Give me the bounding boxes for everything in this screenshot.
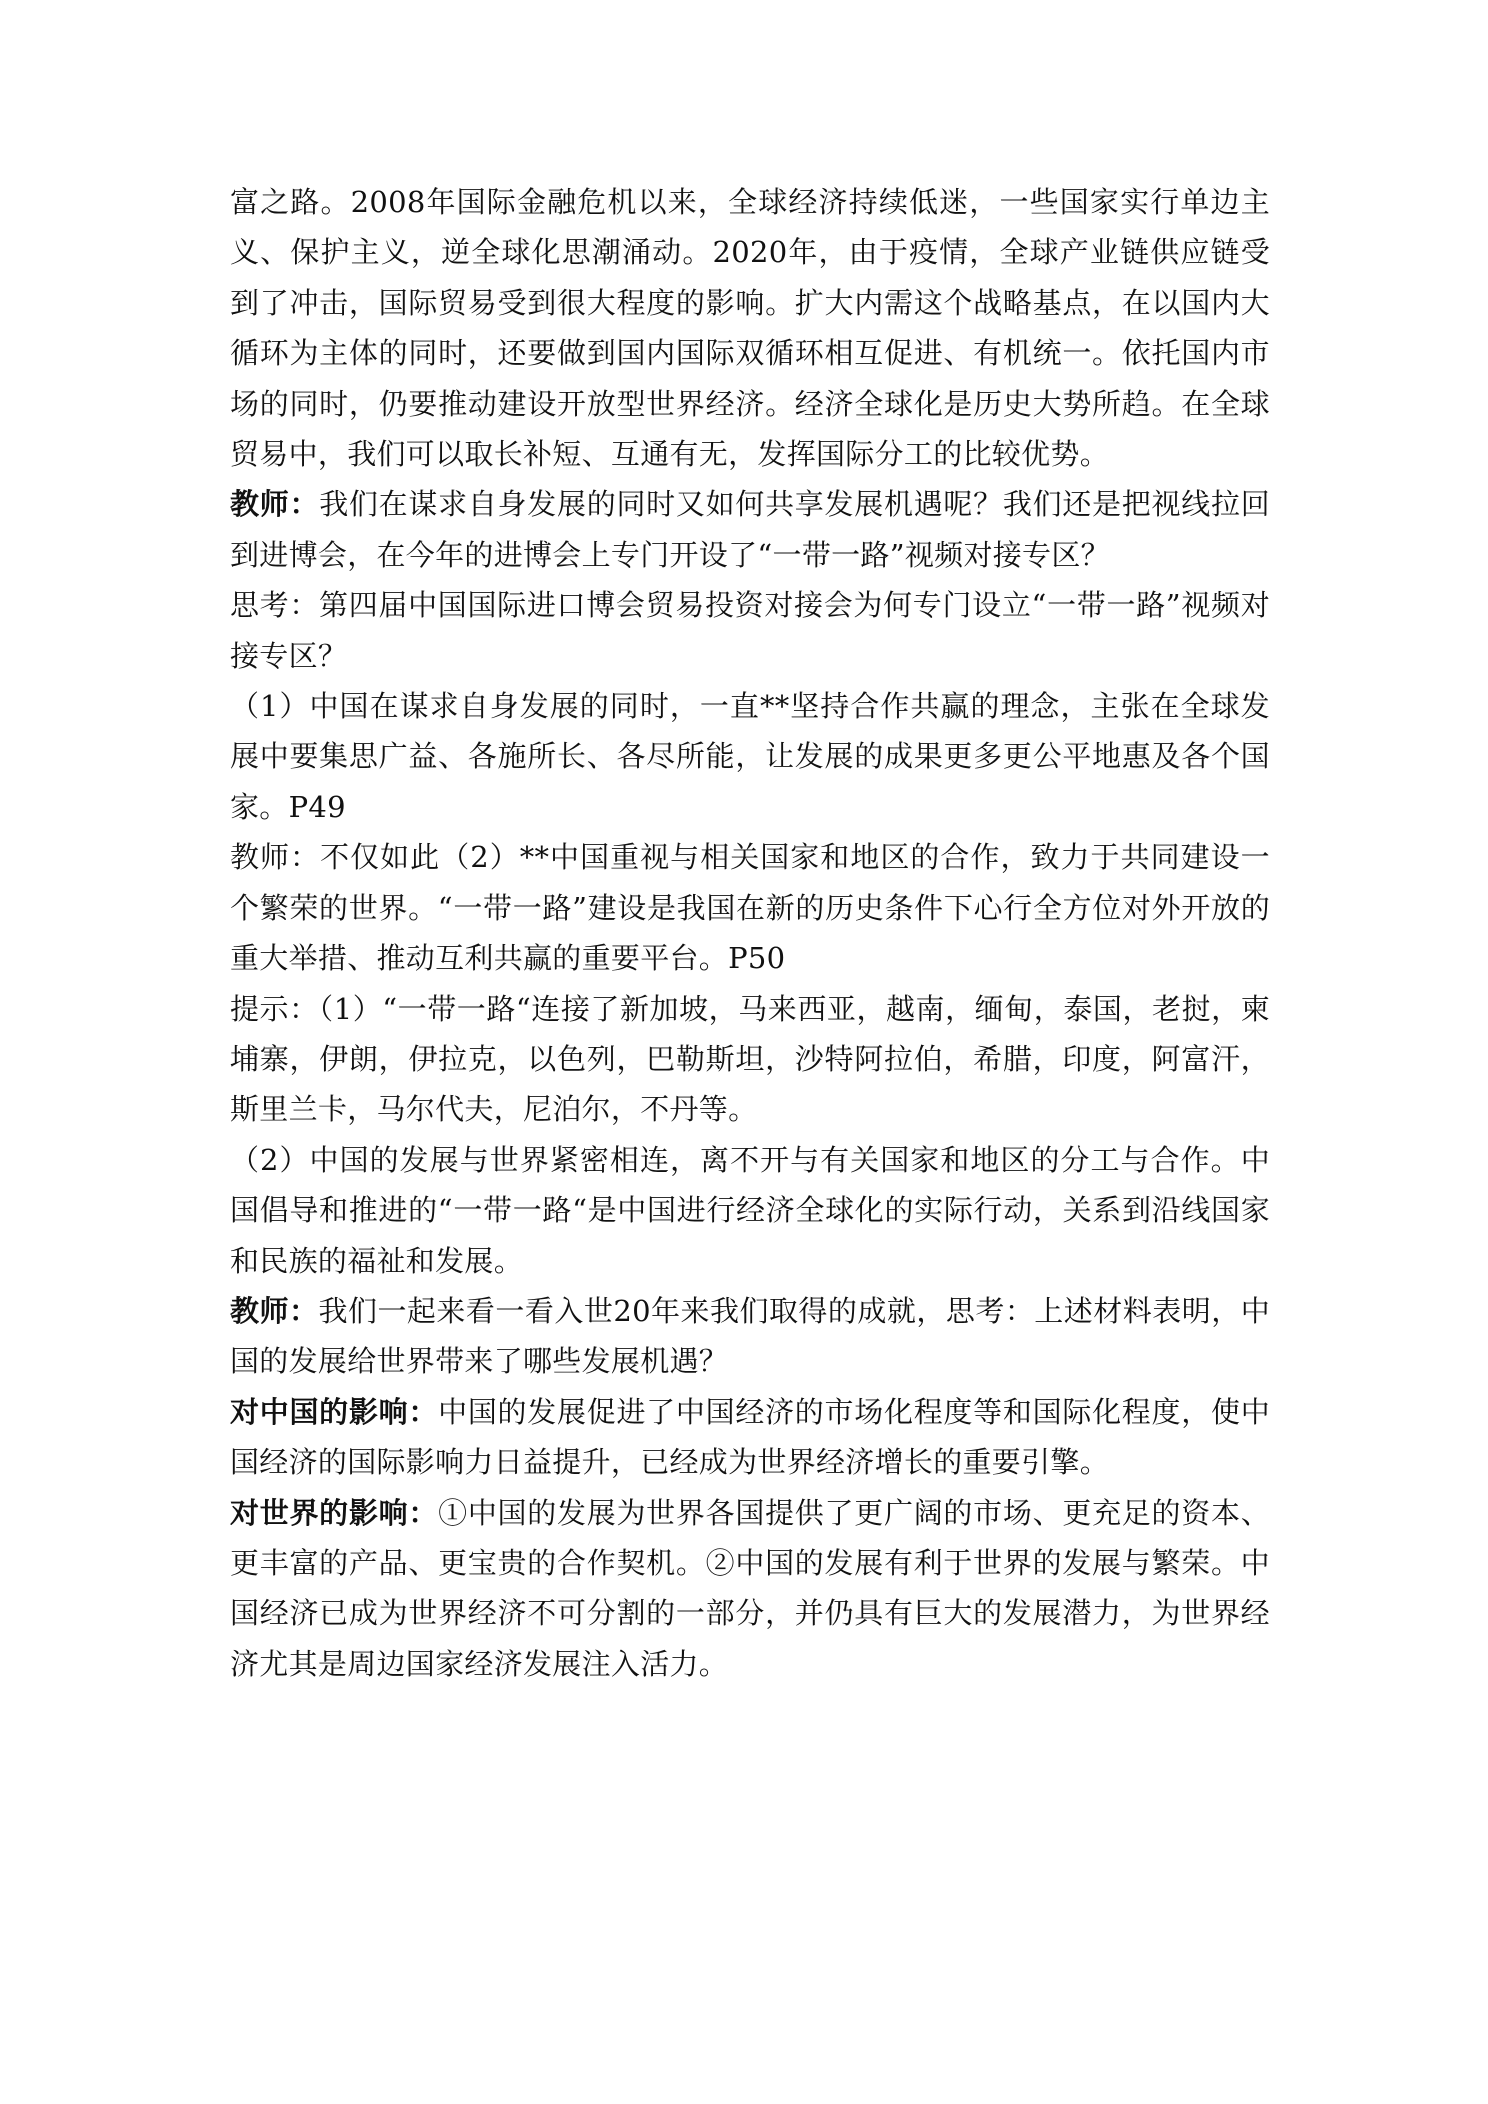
paragraph-text: 富之路。2008年国际金融危机以来，全球经济持续低迷，一些国家实行单边主义、保护主义，逆全球化思潮涌动。2020年，由于疫情，全球产业链供应链受到了冲击，国际贸易受到很大程度的影响。扩大内需这个战略基点，在以国内大循环为主体的同时，还要做到国内国际双循环相互促进、有机统一。依托国内市场的同时，仍要推动建设开放型世界经济。经济全球化是历史大势所趋。在全球贸易中，我们可以取长补短、互通有无，发挥国际分工的比较优势。 [230,185,1270,472]
world-impact-paragraph [230,1488,1270,1690]
hint-paragraph [230,1135,1270,1286]
paragraph-text: 提示：（1）“一带一路“连接了新加坡，马来西亚，越南，缅甸，泰国，老挝，柬埔寨，伊朗，伊拉克，以色列，巴勒斯坦，沙特阿拉伯，希腊，印度，阿富汗，斯里兰卡，马尔代夫，尼泊尔，不丹等。 [230,991,1270,1127]
document-body [230,177,1270,1689]
paragraph-text: 教师：不仅如此（2）**中国重视与相关国家和地区的合作，致力于共同建设一个繁荣的世界。“一带一路”建设是我国在新的历史条件下心行全方位对外开放的重大举措、推动互利共赢的重要平台。P50 [230,840,1270,976]
teacher-label: 教师： [230,487,320,522]
answer-paragraph [230,681,1270,832]
teacher-label: 教师： [230,1293,319,1328]
paragraph-text: （1）中国在谋求自身发展的同时，一直**坚持合作共赢的理念，主张在全球发展中要集思广益、各施所长、各尽所能，让发展的成果更多更公平地惠及各个国家。P49 [230,689,1270,824]
teacher-paragraph [230,832,1270,983]
hint-paragraph [230,984,1270,1135]
paragraph-text: 中国的发展促进了中国经济的市场化程度等和国际化程度，使中国经济的国际影响力日益提升，已经成为世界经济增长的重要引擎。 [230,1394,1270,1480]
world-impact-label: 对世界的影响： [230,1495,439,1530]
paragraph-text: 我们一起来看一看入世20年来我们取得的成就，思考：上述材料表明，中国的发展给世界带来了哪些发展机遇？ [230,1293,1270,1379]
paragraph [230,177,1270,479]
paragraph-text: ①中国的发展为世界各国提供了更广阔的市场、更充足的资本、更丰富的产品、更宝贵的合作契机。②中国的发展有利于世界的发展与繁荣。中国经济已成为世界经济不可分割的一部分，并仍具有巨大的发展潜力，为世界经济尤其是周边国家经济发展注入活力。 [230,1495,1270,1681]
paragraph-text: 我们在谋求自身发展的同时又如何共享发展机遇呢？我们还是把视线拉回到进博会，在今年的进博会上专门开设了“一带一路”视频对接专区？ [230,487,1270,572]
china-impact-label: 对中国的影响： [230,1394,439,1429]
teacher-paragraph [230,1286,1270,1387]
paragraph-text: 思考：第四届中国国际进口博会贸易投资对接会为何专门设立“一带一路”视频对接专区？ [230,588,1270,673]
teacher-paragraph [230,479,1270,580]
china-impact-paragraph [230,1387,1270,1488]
paragraph-text: （2）中国的发展与世界紧密相连，离不开与有关国家和地区的分工与合作。中国倡导和推进的“一带一路“是中国进行经济全球化的实际行动，关系到沿线国家和民族的福祉和发展。 [230,1142,1270,1278]
thinking-paragraph [230,580,1270,681]
